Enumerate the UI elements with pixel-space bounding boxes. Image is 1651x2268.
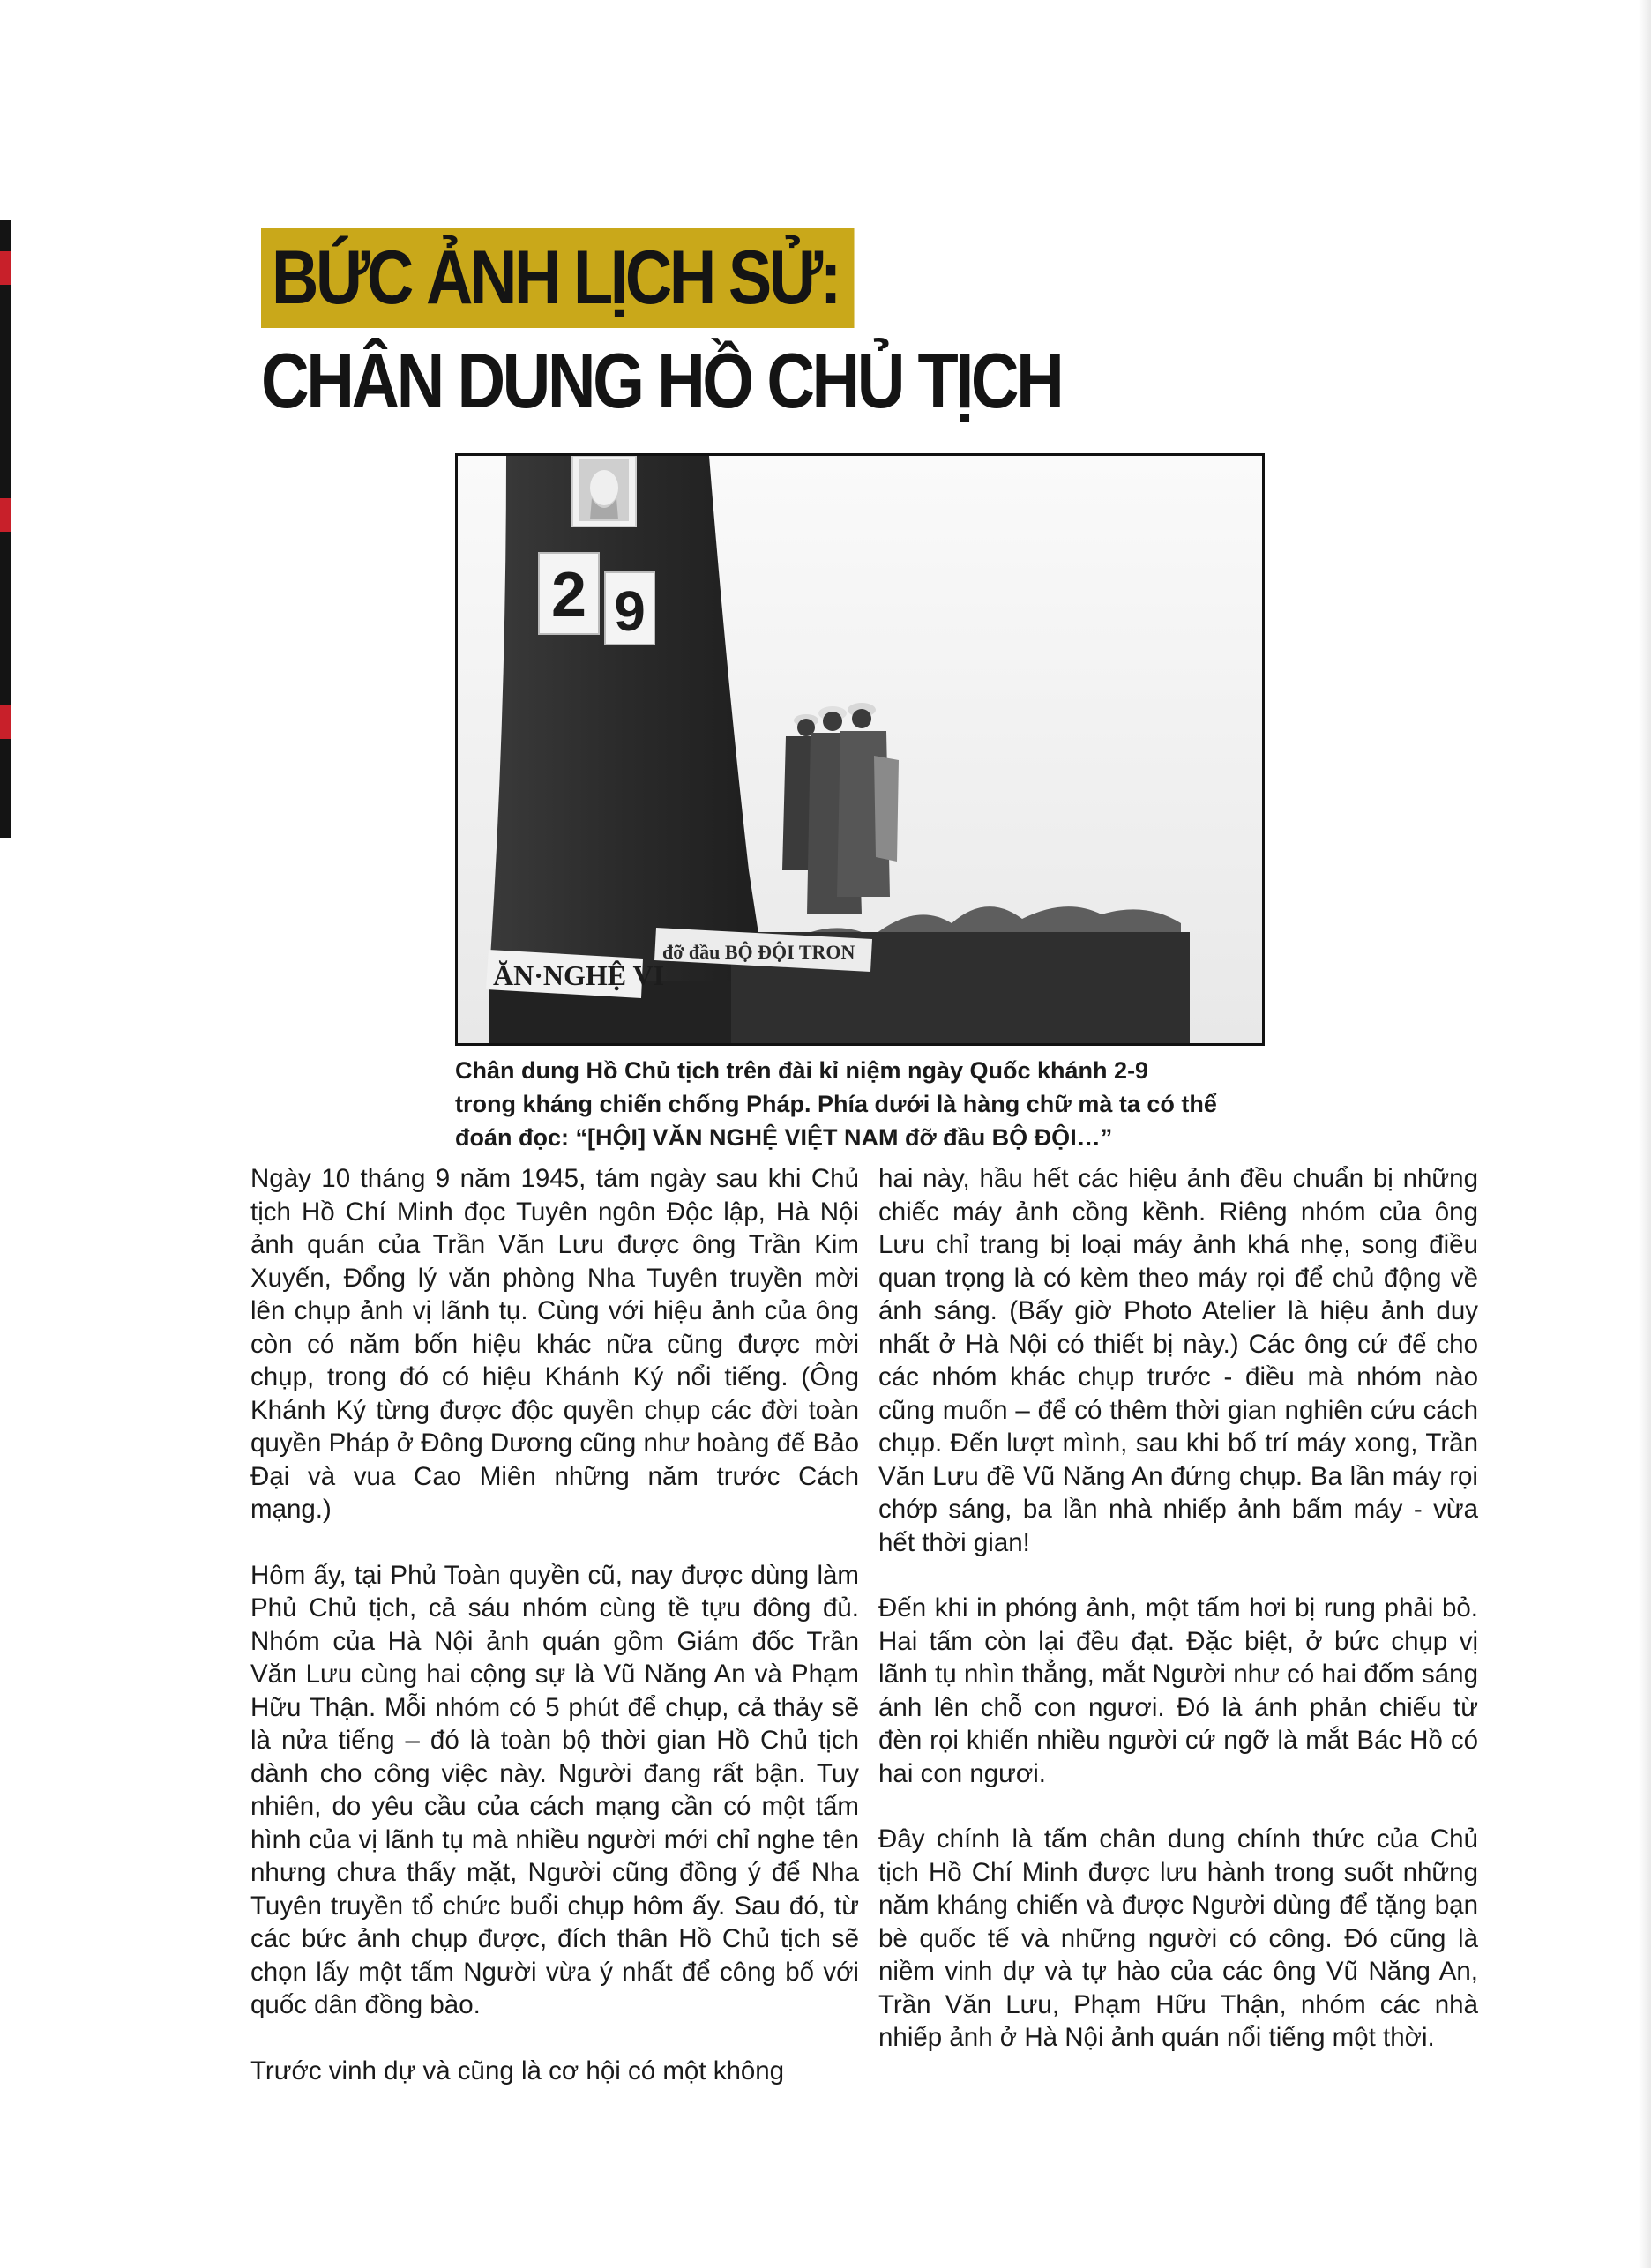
article-column-right bbox=[878, 1162, 1478, 2055]
page-gutter-shadow bbox=[1639, 0, 1651, 2268]
page-title-line-1: BỨC ẢNH LỊCH SỬ: bbox=[261, 228, 854, 328]
article-paragraph: Đây chính là tấm chân dung chính thức của Chủ tịch Hồ Chí Minh được lưu hành trong suốt những năm kháng chiến và được Người dùng để tặng bạn bè quốc tế và những người có công. Đó cũng là niềm vinh dự và tự hào của các ông Vũ Năng An, Trần Văn Lưu, Phạm Hữu Thận, nhóm các nhà nhiếp ảnh ở Hà Nội ảnh quán nổi tiếng một thời. bbox=[878, 1824, 1478, 2052]
caption-line: trong kháng chiến chống Pháp. Phía dưới là hàng chữ mà ta có thể bbox=[455, 1091, 1217, 1117]
photo-number-left: 2 bbox=[550, 560, 587, 630]
caption-line: đoán đọc: “[HỘI] VĂN NGHỆ VIỆT NAM đỡ đầu BỘ ĐỘI…” bbox=[455, 1124, 1113, 1151]
article-paragraph: Hôm ấy, tại Phủ Toàn quyền cũ, nay được dùng làm Phủ Chủ tịch, cả sáu nhóm cùng tề tựu đông đủ. Nhóm của Hà Nội ảnh quán gồm Giám đốc Trần Văn Lưu cùng hai cộng sự là Vũ Năng An và Phạm Hữu Thận. Mỗi nhóm có 5 phút để chụp, cả thảy sẽ là nửa tiếng – đó là toàn bộ thời gian Hồ Chủ tịch dành cho công việc này. Người đang rất bận. Tuy nhiên, do yêu cầu của cách mạng cần có một tấm hình của vị lãnh tụ mà nhiều người mới chỉ nghe tên nhưng chưa thấy mặt, Người cũng đồng ý để Nha Tuyên truyền tổ chức buổi chụp hôm ấy. Sau đó, từ các bức ảnh chụp được, đích thân Hồ Chủ tịch sẽ chọn lấy một tấm Người vừa ý nhất để công bố với quốc dân đồng bào. bbox=[250, 1560, 859, 2019]
article-paragraph: Đến khi in phóng ảnh, một tấm hơi bị rung phải bỏ. Hai tấm còn lại đều đạt. Đặc biệt, ở bức chụp vị lãnh tụ nhìn thẳng, mắt Người như có hai đốm sáng ánh lên chỗ con ngươi. Đó là ánh phản chiếu từ đèn rọi khiến nhiều người cứ ngỡ là mắt Bác Hồ có hai con ngươi. bbox=[878, 1593, 1478, 1788]
monument-photo-illustration bbox=[458, 456, 1262, 1043]
photo-number-right: 9 bbox=[614, 579, 646, 643]
article-column-left bbox=[250, 1162, 859, 2087]
article-paragraph-continued: hai này, hầu hết các hiệu ảnh đều chuẩn bị những chiếc máy ảnh cồng kềnh. Riêng nhóm của ông Lưu chỉ trang bị loại máy ảnh khá nhẹ, song điều quan trọng là có kèm theo máy rọi để chủ động về ánh sáng. (Bấy giờ Photo Atelier là hiệu ảnh duy nhất ở Hà Nội có thiết bị này.) Các ông cứ để cho các nhóm khác chụp trước - điều mà nhóm nào cũng muốn – để có thêm thời gian nghiên cứu cách chụp. Đến lượt mình, sau khi bố trí máy xong, Trần Văn Lưu đề Vũ Năng An đứng chụp. Ba lần máy rọi chớp sáng, ba lần nhà nhiếp ảnh bấm máy - vừa hết thời gian! bbox=[878, 1164, 1478, 1557]
binding-tab bbox=[0, 251, 11, 285]
photo-banner-right: đỡ đầu BỘ ĐỘI TRON bbox=[662, 941, 855, 963]
photo-caption bbox=[455, 1054, 1275, 1154]
historic-photo bbox=[455, 453, 1265, 1046]
article-paragraph: Ngày 10 tháng 9 năm 1945, tám ngày sau khi Chủ tịch Hồ Chí Minh đọc Tuyên ngôn Độc lập, Hà Nội ảnh quán của Trần Văn Lưu được ông Trần Kim Xuyến, Đổng lý văn phòng Nha Tuyên truyền mời lên chụp ảnh vị lãnh tụ. Cùng với hiệu ảnh của ông còn có năm bốn hiệu khác nữa cũng được mời chụp, trong đó có hiệu Khánh Ký nổi tiếng. (Ông Khánh Ký từng được độc quyền chụp các đời toàn quyền Pháp ở Đông Dương cũng như hoàng đế Bảo Đại và vua Cao Miên những năm trước Cách mạng.) bbox=[250, 1164, 859, 1524]
title-highlight-block bbox=[261, 228, 951, 328]
binding-tab bbox=[0, 705, 11, 739]
photo-banner-left: ĂN·NGHỆ VI bbox=[493, 959, 665, 991]
binding-tab bbox=[0, 498, 11, 532]
page-title-line-2: CHÂN DUNG HỒ CHỦ TỊCH bbox=[261, 337, 1062, 424]
caption-line: Chân dung Hồ Chủ tịch trên đài kỉ niệm ngày Quốc khánh 2-9 bbox=[455, 1057, 1149, 1084]
article-paragraph: Trước vinh dự và cũng là cơ hội có một không bbox=[250, 2055, 785, 2085]
